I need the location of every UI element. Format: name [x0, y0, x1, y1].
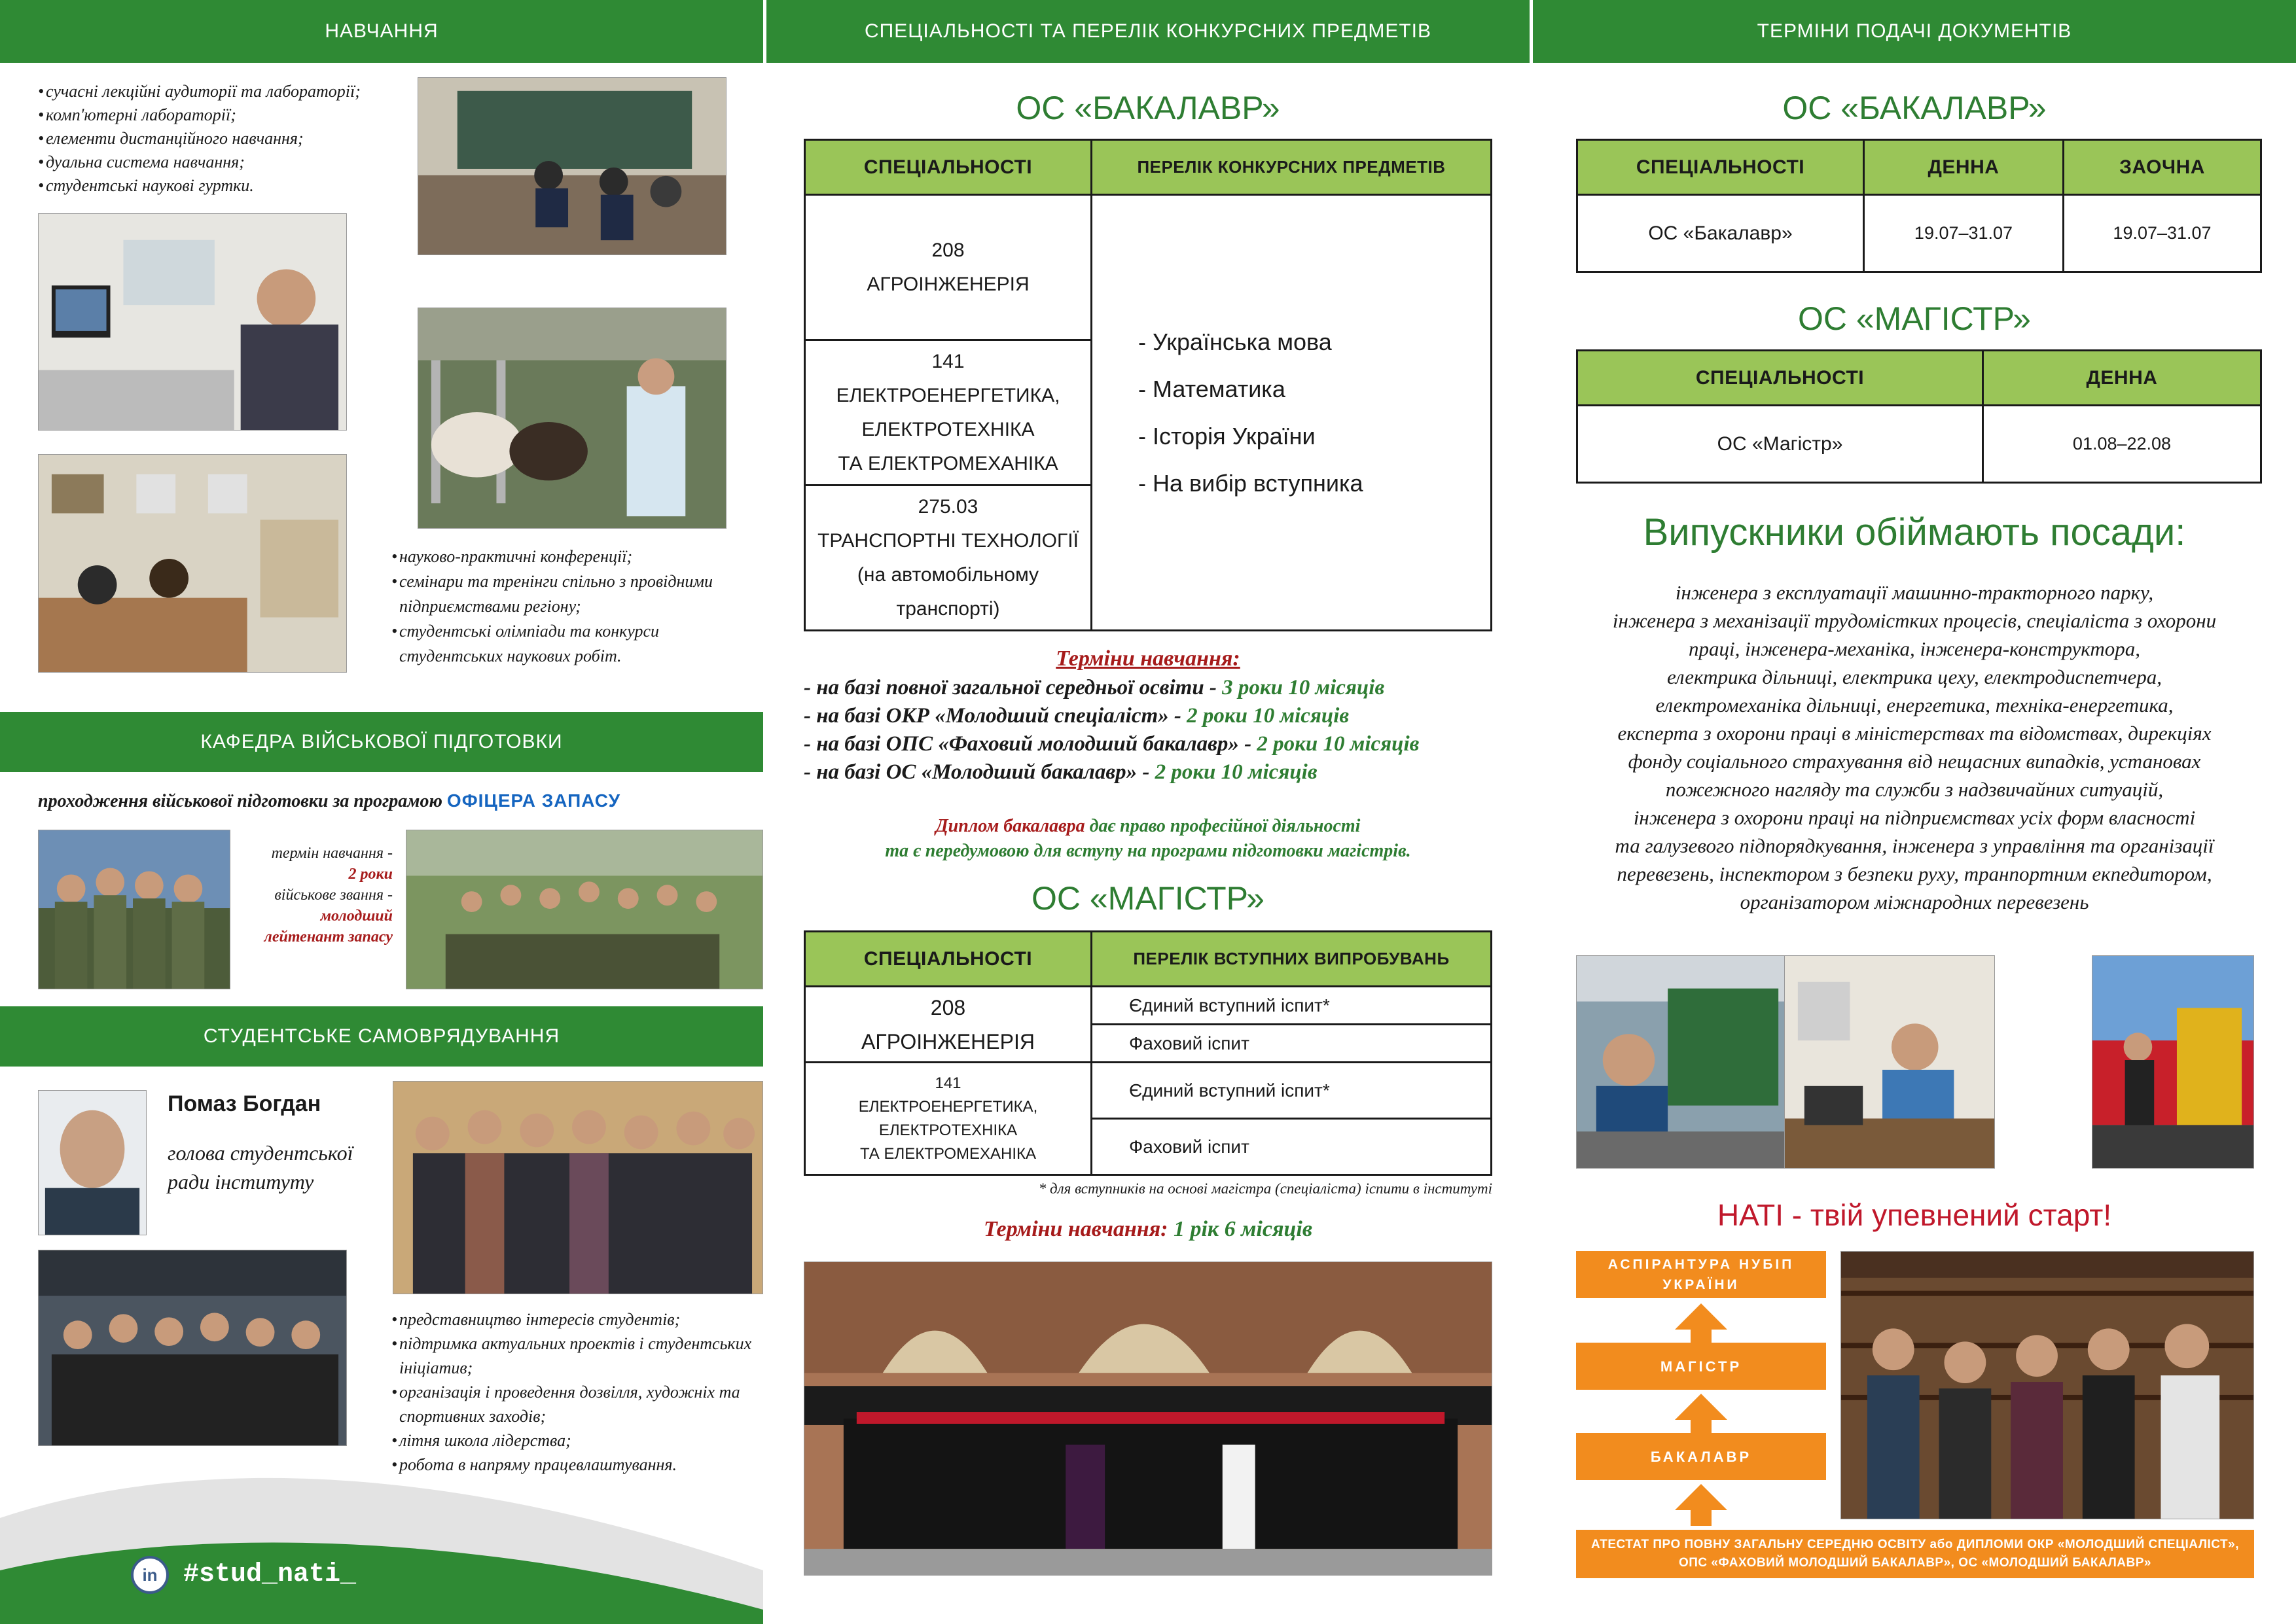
deadline-spec: ОС «Магістр»: [1577, 406, 1983, 483]
master-deadlines-table: [1576, 349, 2262, 484]
officer-reserve-label: ОФІЦЕРА ЗАПАСУ: [446, 790, 621, 811]
student-council-photo: [393, 1081, 763, 1294]
social-tag[interactable]: #stud_nati_: [183, 1560, 357, 1589]
exam-unified: Єдиний вступний іспит*: [1092, 1063, 1492, 1119]
bachelor-specialties-table: [804, 139, 1492, 631]
list-item: • літня школа лідерства;: [391, 1428, 758, 1453]
deadline-master-title: ОС «МАГІСТР»: [1797, 300, 2031, 337]
col-specialties: СПЕЦІАЛЬНОСТІ: [1577, 351, 1983, 406]
subject-item: - Українська мова: [1138, 328, 1332, 355]
step-master: МАГІСТР: [1576, 1343, 1826, 1390]
col-extramural: ЗАОЧНА: [2064, 140, 2261, 195]
term-row: - на базі ОКР «Молодший спеціаліст» - 2 роки 10 місяців: [804, 704, 1350, 728]
competitive-subjects: [1092, 195, 1492, 631]
bachelor-terms-list: [804, 674, 1524, 786]
education-header: НАВЧАННЯ: [0, 0, 763, 63]
col-specialties: СПЕЦІАЛЬНОСТІ: [805, 140, 1092, 195]
exam-unified: Єдиний вступний іспит*: [1092, 987, 1492, 1025]
col-specialties: СПЕЦІАЛЬНОСТІ: [1577, 140, 1864, 195]
list-item: • комп'ютерні лабораторії;: [38, 103, 418, 127]
master-title: ОС «МАГІСТР»: [1031, 880, 1265, 917]
spec-275: 275.03 ТРАНСПОРТНІ ТЕХНОЛОГІЇ (на автомобільному транспорті): [805, 485, 1092, 631]
exam-professional: Фаховий іспит: [1092, 1025, 1492, 1063]
bachelor-deadlines-table: [1576, 139, 2262, 273]
deadline-spec: ОС «Бакалавр»: [1577, 195, 1864, 272]
graduate-photo-tractor: [1576, 955, 1796, 1169]
subject-item: - Історія України: [1138, 422, 1316, 450]
base-education: АТЕСТАТ ПРО ПОВНУ ЗАГАЛЬНУ СЕРЕДНЮ ОСВІТУ або ДИПЛОМИ ОКР «МОЛОДШИЙ СПЕЦІАЛІСТ», ОПС «ФАХОВИЙ МОЛОДШИЙ БАКАЛАВР», ОС «МОЛОДШИЙ БАКАЛАВР»: [1576, 1530, 2254, 1578]
dairy-farm-photo: [418, 308, 726, 529]
military-intro: [38, 790, 758, 812]
selfgov-header: СТУДЕНТСЬКЕ САМОВРЯДУВАННЯ: [0, 1006, 763, 1067]
subject-item: - Математика: [1138, 375, 1285, 402]
master-footnote: * для вступників на основі магістра (спеціаліста) іспити в інституті: [1038, 1180, 1492, 1197]
military-header: КАФЕДРА ВІЙСЬКОВОЇ ПІДГОТОВКИ: [0, 712, 763, 772]
col-full-time: ДЕННА: [1864, 140, 2064, 195]
student-head-photo: [38, 1090, 147, 1235]
term-row: - на базі ОС «Молодший бакалавр» - 2 роки 10 місяців: [804, 760, 1318, 784]
list-item: • студентські олімпіади та конкурси студентських наукових робіт.: [391, 619, 745, 669]
deadline-bachelor-title: ОС «БАКАЛАВР»: [1782, 90, 2047, 126]
col-exams: ПЕРЕЛІК ВСТУПНИХ ВИПРОБУВАНЬ: [1092, 932, 1492, 987]
deadline-full-time: 01.08–22.08: [1983, 406, 2261, 483]
subject-item: - На вибір вступника: [1138, 469, 1363, 497]
computer-lab-photo: [38, 213, 347, 431]
diploma-note: Диплом бакалавра дає право професійної діяльності та є передумовою для вступу на програми підготовки магістрів.: [885, 816, 1411, 861]
list-item: • науково-практичні конференції;: [391, 544, 745, 569]
graduate-photo-office: [1784, 955, 1995, 1169]
spec-208: 208 АГРОІНЖЕНЕРІЯ: [805, 195, 1092, 340]
deadline-extramural: 19.07–31.07: [2064, 195, 2261, 272]
rank-value: молодший лейтенант запасу: [264, 908, 393, 945]
list-item: • дуальна система навчання;: [38, 150, 418, 174]
term-row: - на базі ОПС «Фаховий молодший бакалавр» - 2 роки 10 місяців: [804, 732, 1420, 756]
student-head-role: голова студентської ради інституту: [168, 1141, 353, 1193]
exam-professional: Фаховий іспит: [1092, 1119, 1492, 1175]
military-group-photo: [406, 830, 763, 989]
deadlines-header: ТЕРМІНИ ПОДАЧІ ДОКУМЕНТІВ: [1533, 0, 2296, 63]
linkedin-icon[interactable]: in: [131, 1556, 169, 1594]
step-postgraduate: АСПІРАНТУРА НУБІП УКРАЇНИ: [1576, 1251, 1826, 1298]
spec-208: 208 АГРОІНЖЕНЕРІЯ: [805, 987, 1092, 1063]
col-subjects: ПЕРЕЛІК КОНКУРСНИХ ПРЕДМЕТІВ: [1092, 140, 1492, 195]
step-bachelor: БАКАЛАВР: [1576, 1433, 1826, 1480]
deadline-full-time: 19.07–31.07: [1864, 195, 2064, 272]
arrow-up-icon: [1675, 1484, 1727, 1510]
arrow-up-icon: [1675, 1394, 1727, 1420]
list-item: • підтримка актуальних проектів і студентських ініціатив;: [391, 1332, 758, 1380]
students-event-photo: [38, 1250, 347, 1446]
spec-141: 141 ЕЛЕКТРОЕНЕРГЕТИКА, ЕЛЕКТРОТЕХНІКА ТА ЕЛЕКТРОМЕХАНІКА: [805, 340, 1092, 485]
bachelor-terms-title: Терміни навчання:: [1056, 646, 1240, 671]
lecture-hall-photo: [418, 77, 726, 255]
library-students-photo: [1840, 1251, 2254, 1519]
education-list-1: [38, 80, 418, 198]
list-item: • організація і проведення дозвілля, художніх та спортивних заходів;: [391, 1380, 758, 1428]
term-label: термін навчання -: [271, 845, 393, 862]
bachelor-title: ОС «БАКАЛАВР»: [1016, 90, 1280, 126]
list-item: • елементи дистанційного навчання;: [38, 127, 418, 150]
list-item: • семінари та тренінги спільно з провідними підприємствами регіону;: [391, 569, 745, 619]
slogan: НАТІ - твій упевнений старт!: [1717, 1198, 2112, 1232]
graduates-title: Випускники обіймають посади:: [1643, 511, 2186, 554]
col-full-time: ДЕННА: [1983, 351, 2261, 406]
cadets-photo: [38, 830, 230, 989]
list-item: • студентські наукові гуртки.: [38, 174, 418, 198]
list-item: • робота в напряму працевлаштування.: [391, 1453, 758, 1477]
arrow-up-icon: [1675, 1303, 1727, 1330]
term-value: 2 роки: [348, 866, 393, 883]
list-item: • представництво інтересів студентів;: [391, 1307, 758, 1332]
graduation-photo: [804, 1262, 1492, 1576]
master-specialties-table: [804, 930, 1492, 1176]
spec-141: 141 ЕЛЕКТРОЕНЕРГЕТИКА, ЕЛЕКТРОТЕХНІКА ТА ЕЛЕКТРОМЕХАНІКА: [805, 1063, 1092, 1175]
list-item: • сучасні лекційні аудиторії та лабораторії;: [38, 80, 418, 103]
military-intro-text: проходження військової підготовки за програмою: [38, 791, 442, 811]
term-row: - на базі повної загальної середньої освіти - 3 роки 10 місяців: [804, 676, 1385, 699]
electrical-lab-photo: [38, 454, 347, 673]
graduates-positions: інженера з експлуатації машинно-тракторного парку, інженера з механізації трудомістких процесів, спеціаліста з охорони праці, інженера-механіка, інженера-конструктора, електрика дільниці, електрика цеху, електродиспетчера, електромеханіка дільниці, енергетика, техніка-енергетика, експерта з охорони праці в міністерствах та відомствах, дирекціях фонду соціального страхування від нещасних випадків, установах пожежного нагляду та служби з надзвичайних ситуацій, інженера з охорони праці на підприємствах усіх форм власності та галузевого підпорядкування, інженера з управління та організації перевезень, інспектором з безпеки руху, транпортним екпедитором, організатором міжнародних перевезень: [1612, 581, 2217, 913]
rank-label: військове звання -: [274, 887, 393, 904]
student-head-name: Помаз Богдан: [168, 1091, 321, 1116]
decorative-swoosh: [0, 1439, 763, 1624]
col-specialties: СПЕЦІАЛЬНОСТІ: [805, 932, 1092, 987]
graduate-photo-machinery: [2092, 955, 2254, 1169]
master-terms: Терміни навчання: 1 рік 6 місяців: [983, 1217, 1313, 1241]
education-list-2: [391, 544, 745, 669]
military-details: [242, 843, 393, 947]
specialties-header: СПЕЦІАЛЬНОСТІ ТА ПЕРЕЛІК КОНКУРСНИХ ПРЕДМЕТІВ: [766, 0, 1530, 63]
